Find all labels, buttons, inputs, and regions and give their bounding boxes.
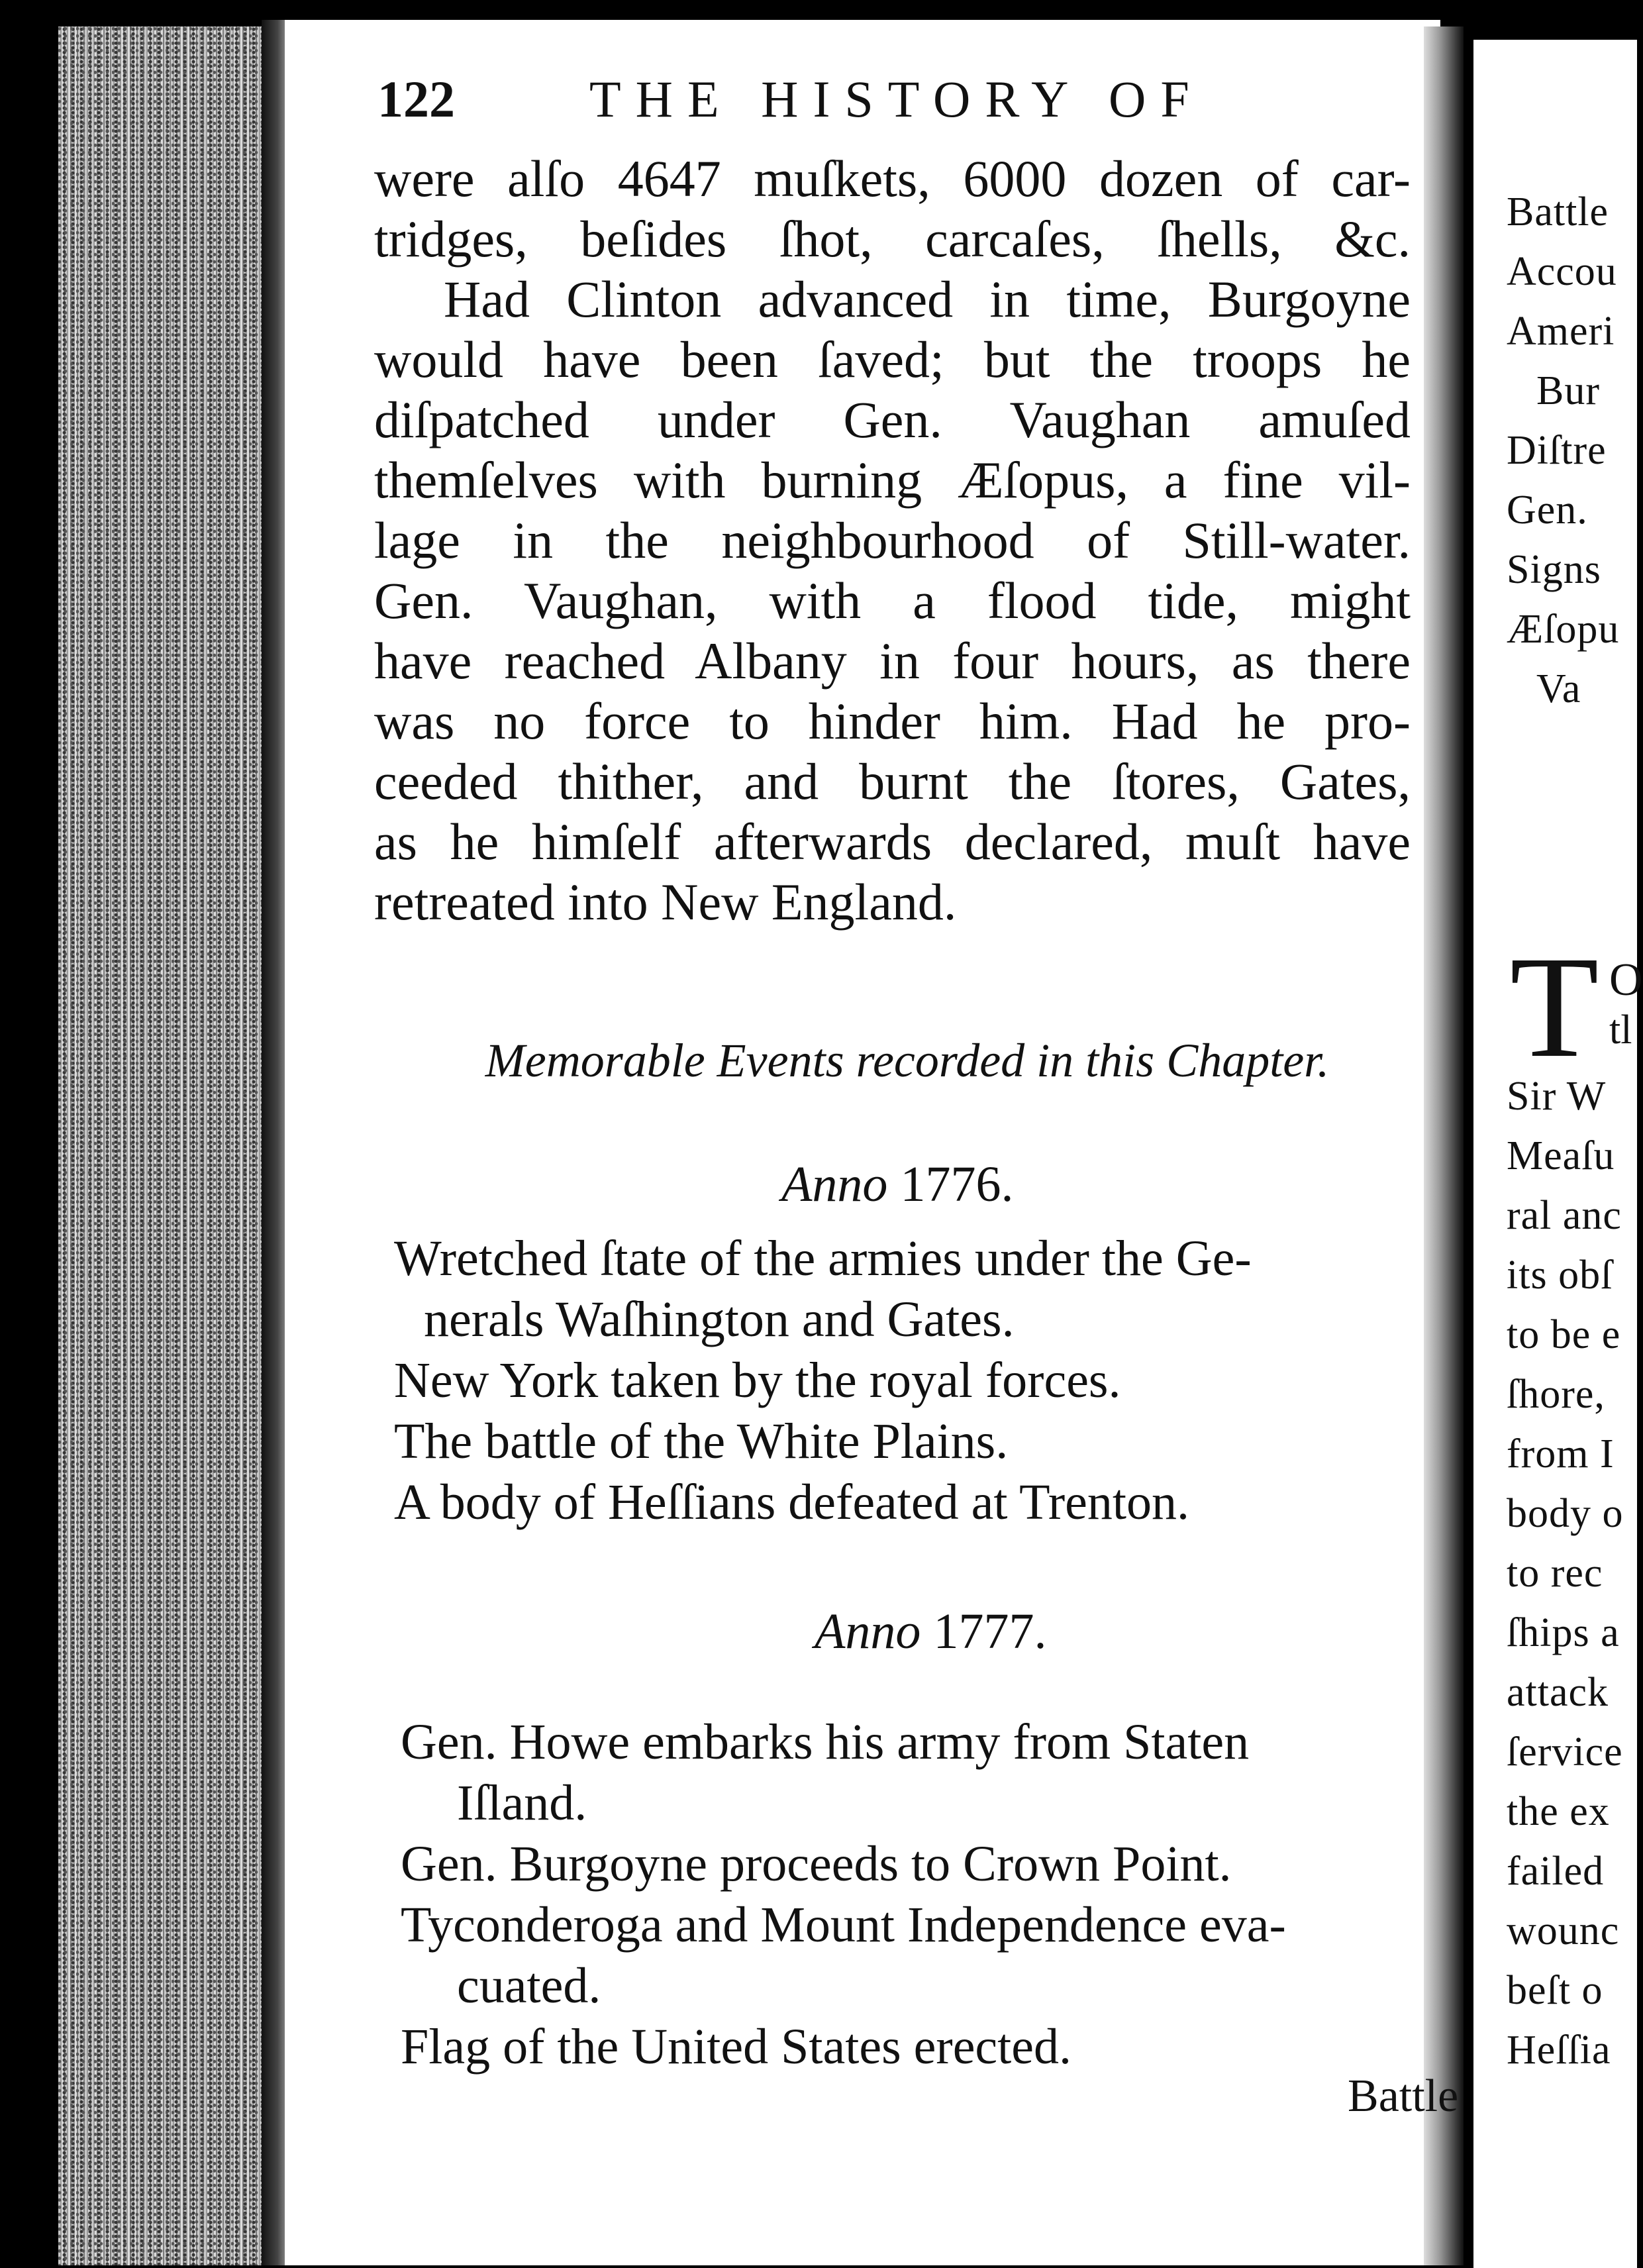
event-continuation: cuated. — [457, 1958, 601, 2014]
facing-line: wounc — [1507, 1908, 1620, 1953]
section-heading: Memorable Events recorded in this Chapter. — [485, 1034, 1330, 1087]
paragraph-line: themſelves with burning Æſopus, a fine vil- — [374, 451, 1411, 509]
page-header — [377, 70, 1411, 136]
anno-heading — [815, 1603, 1212, 1661]
event-continuation: Iſland. — [457, 1775, 587, 1831]
event-entry: Flag of the United States erected. — [401, 2019, 1072, 2075]
event-entry: Gen. Howe embarks his army from Staten — [401, 1714, 1250, 1770]
event-entry: A body of Heſſians defeated at Trenton. — [394, 1474, 1190, 1530]
facing-line: Ameri — [1507, 309, 1615, 354]
paragraph-line: diſpatched under Gen. Vaughan amuſed — [374, 391, 1411, 448]
facing-line: ral anc — [1507, 1193, 1622, 1238]
facing-line: Diſtre — [1507, 428, 1607, 473]
facing-line: Signs — [1507, 547, 1601, 592]
anno-word: Anno — [815, 1604, 921, 1659]
drop-cap: T — [1510, 926, 1599, 1088]
facing-line: the ex — [1507, 1789, 1610, 1834]
facing-line: ſervice — [1507, 1729, 1623, 1775]
facing-line: to rec — [1507, 1551, 1603, 1596]
facing-line: from I — [1507, 1431, 1615, 1476]
facing-line: failed — [1507, 1849, 1605, 1894]
drop-cap-rest-2: tl — [1609, 1007, 1632, 1053]
facing-line: Accou — [1507, 249, 1617, 294]
catchword: Battle — [1348, 2071, 1459, 2122]
facing-line: Æſopu — [1507, 607, 1620, 652]
anno-year: 1776. — [900, 1157, 1014, 1212]
paragraph-line: retreated into New England. — [374, 873, 957, 931]
anno-heading — [781, 1156, 1179, 1213]
running-title: THE HISTORY OF — [589, 70, 1204, 128]
event-entry: Tyconderoga and Mount Independence eva- — [401, 1897, 1286, 1953]
facing-line: body o — [1507, 1491, 1624, 1536]
paragraph-line: as he himſelf afterwards declared, muſt have — [374, 813, 1411, 870]
paragraph-line: Had Clinton advanced in time, Burgoyne — [444, 270, 1411, 328]
paragraph-line: would have been ſaved; but the troops he — [374, 331, 1411, 388]
facing-line: Sir W — [1507, 1074, 1607, 1119]
event-entry: The battle of the White Plains. — [394, 1414, 1009, 1469]
facing-line: its obſ — [1507, 1253, 1613, 1298]
paragraph-line: Gen. Vaughan, with a flood tide, might — [374, 572, 1411, 629]
facing-line: Va — [1536, 666, 1581, 711]
event-continuation: nerals Waſhington and Gates. — [424, 1292, 1015, 1347]
facing-line: ſhore, — [1507, 1372, 1605, 1417]
anno-year: 1777. — [933, 1604, 1047, 1659]
event-entry: Wretched ſtate of the armies under the Ge- — [394, 1231, 1252, 1286]
page-number: 122 — [377, 70, 455, 128]
facing-line: attack — [1507, 1670, 1609, 1715]
book-fore-edge — [58, 26, 277, 2265]
paragraph-line: were alſo 4647 muſkets, 6000 dozen of car- — [374, 150, 1411, 207]
anno-word: Anno — [781, 1157, 888, 1212]
paragraph-line: have reached Albany in four hours, as there — [374, 632, 1411, 690]
facing-line: beſt o — [1507, 1968, 1603, 2013]
event-entry: Gen. Burgoyne proceeds to Crown Point. — [401, 1836, 1232, 1892]
facing-line: Bur — [1536, 368, 1600, 413]
facing-line: Meaſu — [1507, 1133, 1615, 1178]
facing-line: ſhips a — [1507, 1610, 1620, 1655]
drop-cap-rest: O — [1609, 954, 1643, 1005]
paragraph-line: was no force to hinder him. Had he pro- — [374, 692, 1411, 750]
facing-line: Gen. — [1507, 488, 1588, 533]
facing-line: Battle — [1507, 189, 1609, 234]
facing-page — [1473, 40, 1643, 2268]
paragraph-line: ceeded thither, and burnt the ſtores, Gates, — [374, 752, 1411, 810]
facing-line: Heſſia — [1507, 2028, 1611, 2073]
paragraph-line: lage in the neighbourhood of Still-water. — [374, 511, 1411, 569]
facing-line: to be e — [1507, 1312, 1621, 1357]
event-entry: New York taken by the royal forces. — [394, 1353, 1121, 1408]
page-edge-shadow — [1424, 26, 1464, 2265]
paragraph-line: tridges, beſides ſhot, carcaſes, ſhells, &c. — [374, 210, 1411, 268]
